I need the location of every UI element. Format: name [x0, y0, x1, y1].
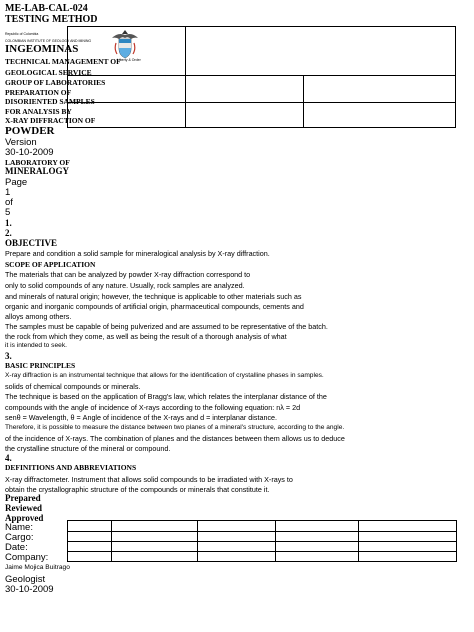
scope-line-4: organic and inorganic compounds of artificial origin, pharmaceutical compounds, cements and	[5, 302, 304, 311]
company-label: Company:	[5, 552, 49, 563]
principles-line-5: senθ = Wavelength, θ = Angle of incidence of the X-rays and d = interplanar distance.	[5, 413, 278, 422]
definitions-heading: DEFINITIONS AND ABBREVIATIONS	[5, 463, 137, 472]
lab-label: LABORATORY OF	[5, 158, 70, 167]
section-3-number: 3.	[5, 351, 12, 361]
principles-line-6: Therefore, it is possible to measure the distance between two planes of a mineral's structure, according to the angle.	[5, 424, 345, 431]
seal-caption: Liberty & Order	[117, 58, 141, 62]
reviewed-label: Reviewed	[5, 503, 42, 513]
principles-line-2: solids of chemical compounds or minerals.	[5, 382, 141, 391]
scope-line-8: it is intended to seek.	[5, 342, 67, 349]
signer-date: 30-10-2009	[5, 584, 54, 595]
signature-row	[68, 542, 457, 552]
cargo-label: Cargo:	[5, 532, 34, 543]
principles-line-3: The technique is based on the application of Bragg's law, which relates the interplanar distance of the	[5, 392, 327, 401]
republic-label: Republic of Colombia	[5, 32, 39, 36]
scope-line-6: The samples must be capable of being pulverized and are assumed to be representative of the batch.	[5, 322, 328, 331]
signature-cell	[68, 552, 112, 562]
doc-title-line-4: X-RAY DIFFRACTION OF	[5, 116, 96, 125]
signature-cell	[276, 532, 359, 542]
signature-cell	[359, 521, 457, 532]
doc-type: TESTING METHOD	[5, 14, 98, 25]
service-label: GEOLOGICAL SERVICE	[5, 68, 92, 77]
header-border-right	[455, 26, 456, 128]
scope-line-5: alloys among others.	[5, 312, 72, 321]
date-label: Date:	[5, 542, 28, 553]
signature-cell	[359, 532, 457, 542]
signature-cell	[198, 532, 276, 542]
group-label: GROUP OF LABORATORIES	[5, 78, 106, 87]
signature-cell	[112, 521, 198, 532]
page-total: 5	[5, 207, 11, 218]
signature-cell	[198, 542, 276, 552]
header-border-center	[185, 26, 186, 128]
header-border-split	[303, 75, 304, 128]
approved-label: Approved	[5, 513, 44, 523]
page-label: Page	[5, 177, 28, 188]
signature-row	[68, 532, 457, 542]
prepared-label: Prepared	[5, 493, 41, 503]
signature-cell	[359, 552, 457, 562]
version-date: 30-10-2009	[5, 147, 54, 158]
signature-cell	[198, 552, 276, 562]
principles-line-8: the crystalline structure of the mineral or compound.	[5, 444, 171, 453]
signature-cell	[112, 542, 198, 552]
management-label: TECHNICAL MANAGEMENT OF	[5, 57, 121, 66]
principles-heading: BASIC PRINCIPLES	[5, 361, 76, 370]
objective-text: Prepare and condition a solid sample for mineralogical analysis by X-ray diffraction.	[5, 249, 270, 258]
scope-line-2: only to solid compounds of any nature. Usually, rock samples are analyzed.	[5, 281, 245, 290]
signature-cell	[359, 542, 457, 552]
signature-row	[68, 552, 457, 562]
version-label: Version	[5, 137, 37, 148]
org-name: INGEOMINAS	[5, 43, 79, 55]
doc-title-line-3: FOR ANALYSIS BY	[5, 107, 72, 116]
header-border-mid1	[67, 75, 456, 76]
doc-title-line-5: POWDER	[5, 125, 55, 137]
doc-title-line-1: PREPARATION OF	[5, 88, 72, 97]
signature-cell	[276, 542, 359, 552]
institute-label: COLOMBIAN INSTITUTE OF GEOLOGY AND MINING	[5, 39, 92, 43]
section-4-number: 4.	[5, 453, 12, 463]
header-border-mid2	[67, 102, 456, 103]
scope-line-7: the rock from which they come, as well as being the result of a thorough analysis of what	[5, 332, 287, 341]
doc-code: ME-LAB-CAL-024	[5, 3, 88, 14]
signature-cell	[112, 552, 198, 562]
page-number: 1	[5, 187, 11, 198]
scope-line-1: The materials that can be analyzed by powder X-ray diffraction correspond to	[5, 270, 251, 279]
objective-heading: OBJECTIVE	[5, 238, 58, 248]
name-label: Name:	[5, 522, 33, 533]
scope-line-3: and minerals of natural origin; however, the technique is applicable to other materials such as	[5, 292, 302, 301]
signature-cell	[68, 521, 112, 532]
signer-name: Jaime Mojica Buitrago	[5, 564, 70, 571]
signature-cell	[276, 552, 359, 562]
definitions-line-2: obtain the crystallographic structure of the compounds or minerals that constitute it.	[5, 485, 270, 494]
signature-row	[68, 521, 457, 532]
section-2-number: 2.	[5, 228, 12, 238]
header-border-bottom	[67, 127, 456, 128]
scope-heading: SCOPE OF APPLICATION	[5, 260, 96, 269]
signature-cell	[68, 542, 112, 552]
definitions-line-1: X-ray diffractometer. Instrument that allows solid compounds to be irradiated with X-rays to	[5, 475, 293, 484]
principles-line-7: of the incidence of X-rays. The combination of planes and the distances between them allows us to deduce	[5, 434, 345, 443]
principles-line-4: compounds with the angle of incidence of X-rays according to the following equation: nλ = 2d	[5, 403, 301, 412]
lab-name: MINERALOGY	[5, 166, 70, 176]
page-of: of	[5, 197, 13, 208]
header-border-top	[67, 26, 456, 27]
principles-line-1: X-ray diffraction is an instrumental technique that allows for the identification of crystalline phases in samples.	[5, 372, 324, 379]
signature-grid	[67, 520, 457, 562]
signature-cell	[112, 532, 198, 542]
signature-cell	[198, 521, 276, 532]
signer-role: Geologist	[5, 574, 46, 585]
section-1-number: 1.	[5, 218, 12, 228]
signature-cell	[68, 532, 112, 542]
signature-cell	[276, 521, 359, 532]
doc-title-line-2: DISORIENTED SAMPLES	[5, 97, 95, 106]
